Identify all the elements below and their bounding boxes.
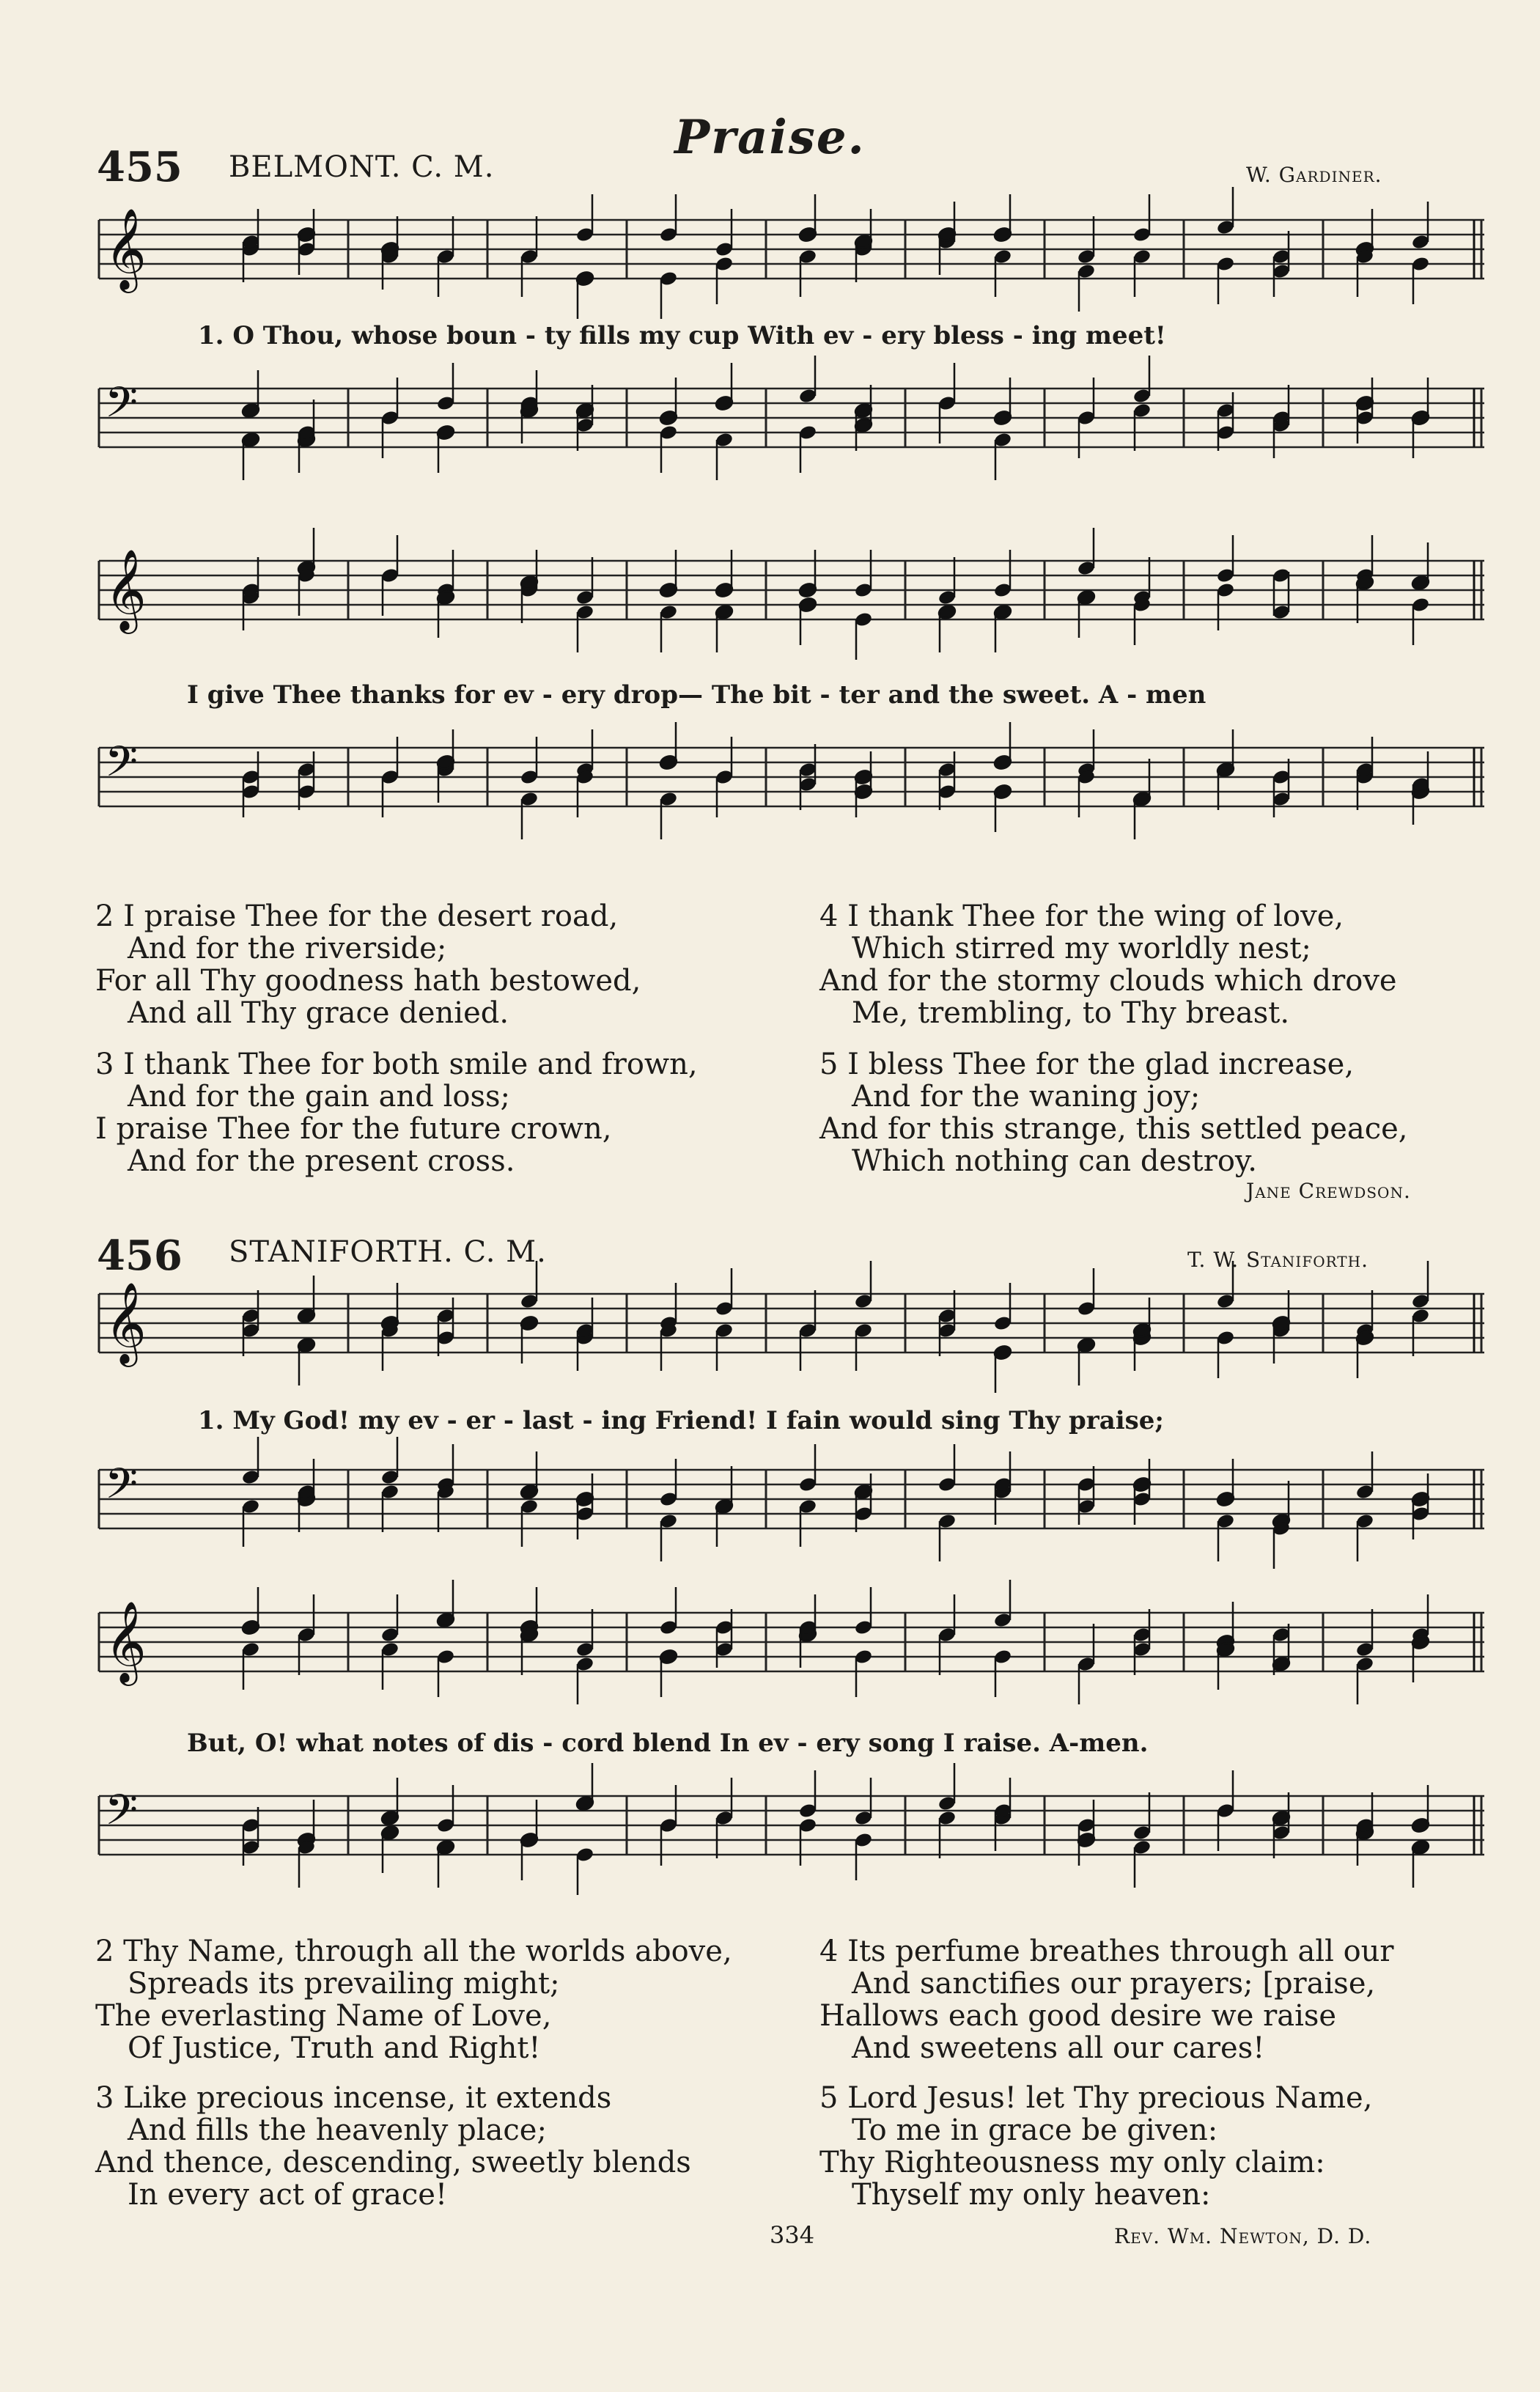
stanza-line: And fills the heavenly place; xyxy=(128,2113,547,2147)
stanza-line: Which stirred my worldly nest; xyxy=(852,932,1311,965)
stanza-line: Thy Righteousness my only claim: xyxy=(819,2146,1325,2179)
stanza-line: 4 Its perfume breathes through all our xyxy=(819,1935,1394,1968)
stanza-line: And for the waning joy; xyxy=(852,1080,1201,1114)
staff-456-s1-bass xyxy=(99,1459,1484,1550)
staff-456-s1-treble xyxy=(99,1281,1484,1375)
treble-clef-icon: 𝄞 xyxy=(105,1600,147,1682)
stanza-line: I praise Thee for the future crown, xyxy=(95,1112,612,1146)
stanza-line: In every act of grace! xyxy=(128,2178,448,2212)
staff-455-s2-bass xyxy=(99,737,1484,828)
stanza-line: 5 Lord Jesus! let Thy precious Name, xyxy=(819,2081,1373,2115)
staff-455-s2-treble xyxy=(99,548,1484,641)
staff-455-s1-bass xyxy=(99,378,1484,469)
stanza-line: Of Justice, Truth and Right! xyxy=(128,2031,541,2065)
lyrics-456-line2: But, O! what notes of dis - cord blend In ev - ery song I raise. A-men. xyxy=(187,1729,1149,1758)
stanza-455-3 xyxy=(95,1048,698,1177)
stanza-line: And for the present cross. xyxy=(128,1144,515,1178)
treble-clef-icon: 𝄞 xyxy=(105,207,147,290)
treble-clef-icon: 𝄞 xyxy=(105,1281,147,1364)
page-number: 334 xyxy=(770,2221,815,2249)
composer-456: T. W. Staniforth. xyxy=(1187,1248,1368,1272)
composer-455: W. Gardiner. xyxy=(1246,163,1382,187)
stanza-line: 2 Thy Name, through all the worlds above, xyxy=(95,1935,732,1968)
bass-clef-icon: 𝄢 xyxy=(105,1785,139,1845)
stanza-line: 5 I bless Thee for the glad increase, xyxy=(819,1048,1355,1081)
section-title: Praise. xyxy=(674,110,866,165)
stanza-line: To me in grace be given: xyxy=(852,2113,1218,2147)
stanza-456-5 xyxy=(819,2082,1372,2211)
stanza-line: And all Thy grace denied. xyxy=(128,996,509,1030)
lyrics-455-line1: 1. O Thou, whose boun - ty fills my cup With ev - ery bless - ing meet! xyxy=(198,321,1166,350)
treble-clef-icon: 𝄞 xyxy=(105,548,147,630)
bass-clef-icon: 𝄢 xyxy=(105,1459,139,1519)
stanza-455-5 xyxy=(819,1048,1408,1177)
staff-456-s2-bass xyxy=(99,1785,1484,1877)
tune-name-456: STANIFORTH. C. M. xyxy=(229,1235,547,1269)
stanza-line: Thyself my only heaven: xyxy=(852,2178,1211,2212)
stanza-line: And for this strange, this settled peace, xyxy=(819,1112,1408,1146)
stanza-line: And sanctifies our prayers; [praise, xyxy=(852,1967,1376,2001)
staff-455-s1-treble xyxy=(99,207,1484,301)
staff-456-s2-treble xyxy=(99,1600,1484,1693)
hymn-number-455: 455 xyxy=(97,143,183,191)
stanza-line: And for the stormy clouds which drove xyxy=(819,964,1397,998)
stanza-line: Spreads its prevailing might; xyxy=(128,1967,560,2001)
stanza-456-4 xyxy=(819,1935,1394,2064)
hymn-number-456: 456 xyxy=(97,1232,183,1280)
stanza-line: Hallows each good desire we raise xyxy=(819,1999,1337,2033)
stanza-line: 3 I thank Thee for both smile and frown, xyxy=(95,1048,698,1081)
stanza-line: For all Thy goodness hath bestowed, xyxy=(95,964,641,998)
stanza-line: Me, trembling, to Thy breast. xyxy=(852,996,1290,1030)
stanza-line: The everlasting Name of Love, xyxy=(95,1999,552,2033)
stanza-line: 4 I thank Thee for the wing of love, xyxy=(819,899,1344,933)
stanza-line: 2 I praise Thee for the desert road, xyxy=(95,899,619,933)
bass-clef-icon: 𝄢 xyxy=(105,737,139,797)
stanza-line: And for the gain and loss; xyxy=(128,1080,510,1114)
stanza-456-3 xyxy=(95,2082,691,2211)
bass-clef-icon: 𝄢 xyxy=(105,378,139,438)
lyrics-455-line2: I give Thee thanks for ev - ery drop— The bit - ter and the sweet. A - men xyxy=(187,680,1206,710)
stanza-455-2 xyxy=(95,900,641,1029)
stanza-line: And thence, descending, sweetly blends xyxy=(95,2146,691,2179)
author-455: Jane Crewdson. xyxy=(1246,1179,1411,1203)
stanza-line: Which nothing can destroy. xyxy=(852,1144,1257,1178)
stanza-455-4 xyxy=(819,900,1397,1029)
stanza-line: And sweetens all our cares! xyxy=(852,2031,1265,2065)
stanza-456-2 xyxy=(95,1935,732,2064)
stanza-line: 3 Like precious incense, it extends xyxy=(95,2081,612,2115)
stanza-line: And for the riverside; xyxy=(128,932,447,965)
author-456: Rev. Wm. Newton, D. D. xyxy=(1114,2224,1372,2248)
lyrics-456-line1: 1. My God! my ev - er - last - ing Friend! I fain would sing Thy praise; xyxy=(198,1406,1164,1435)
tune-name-455: BELMONT. C. M. xyxy=(229,150,495,184)
